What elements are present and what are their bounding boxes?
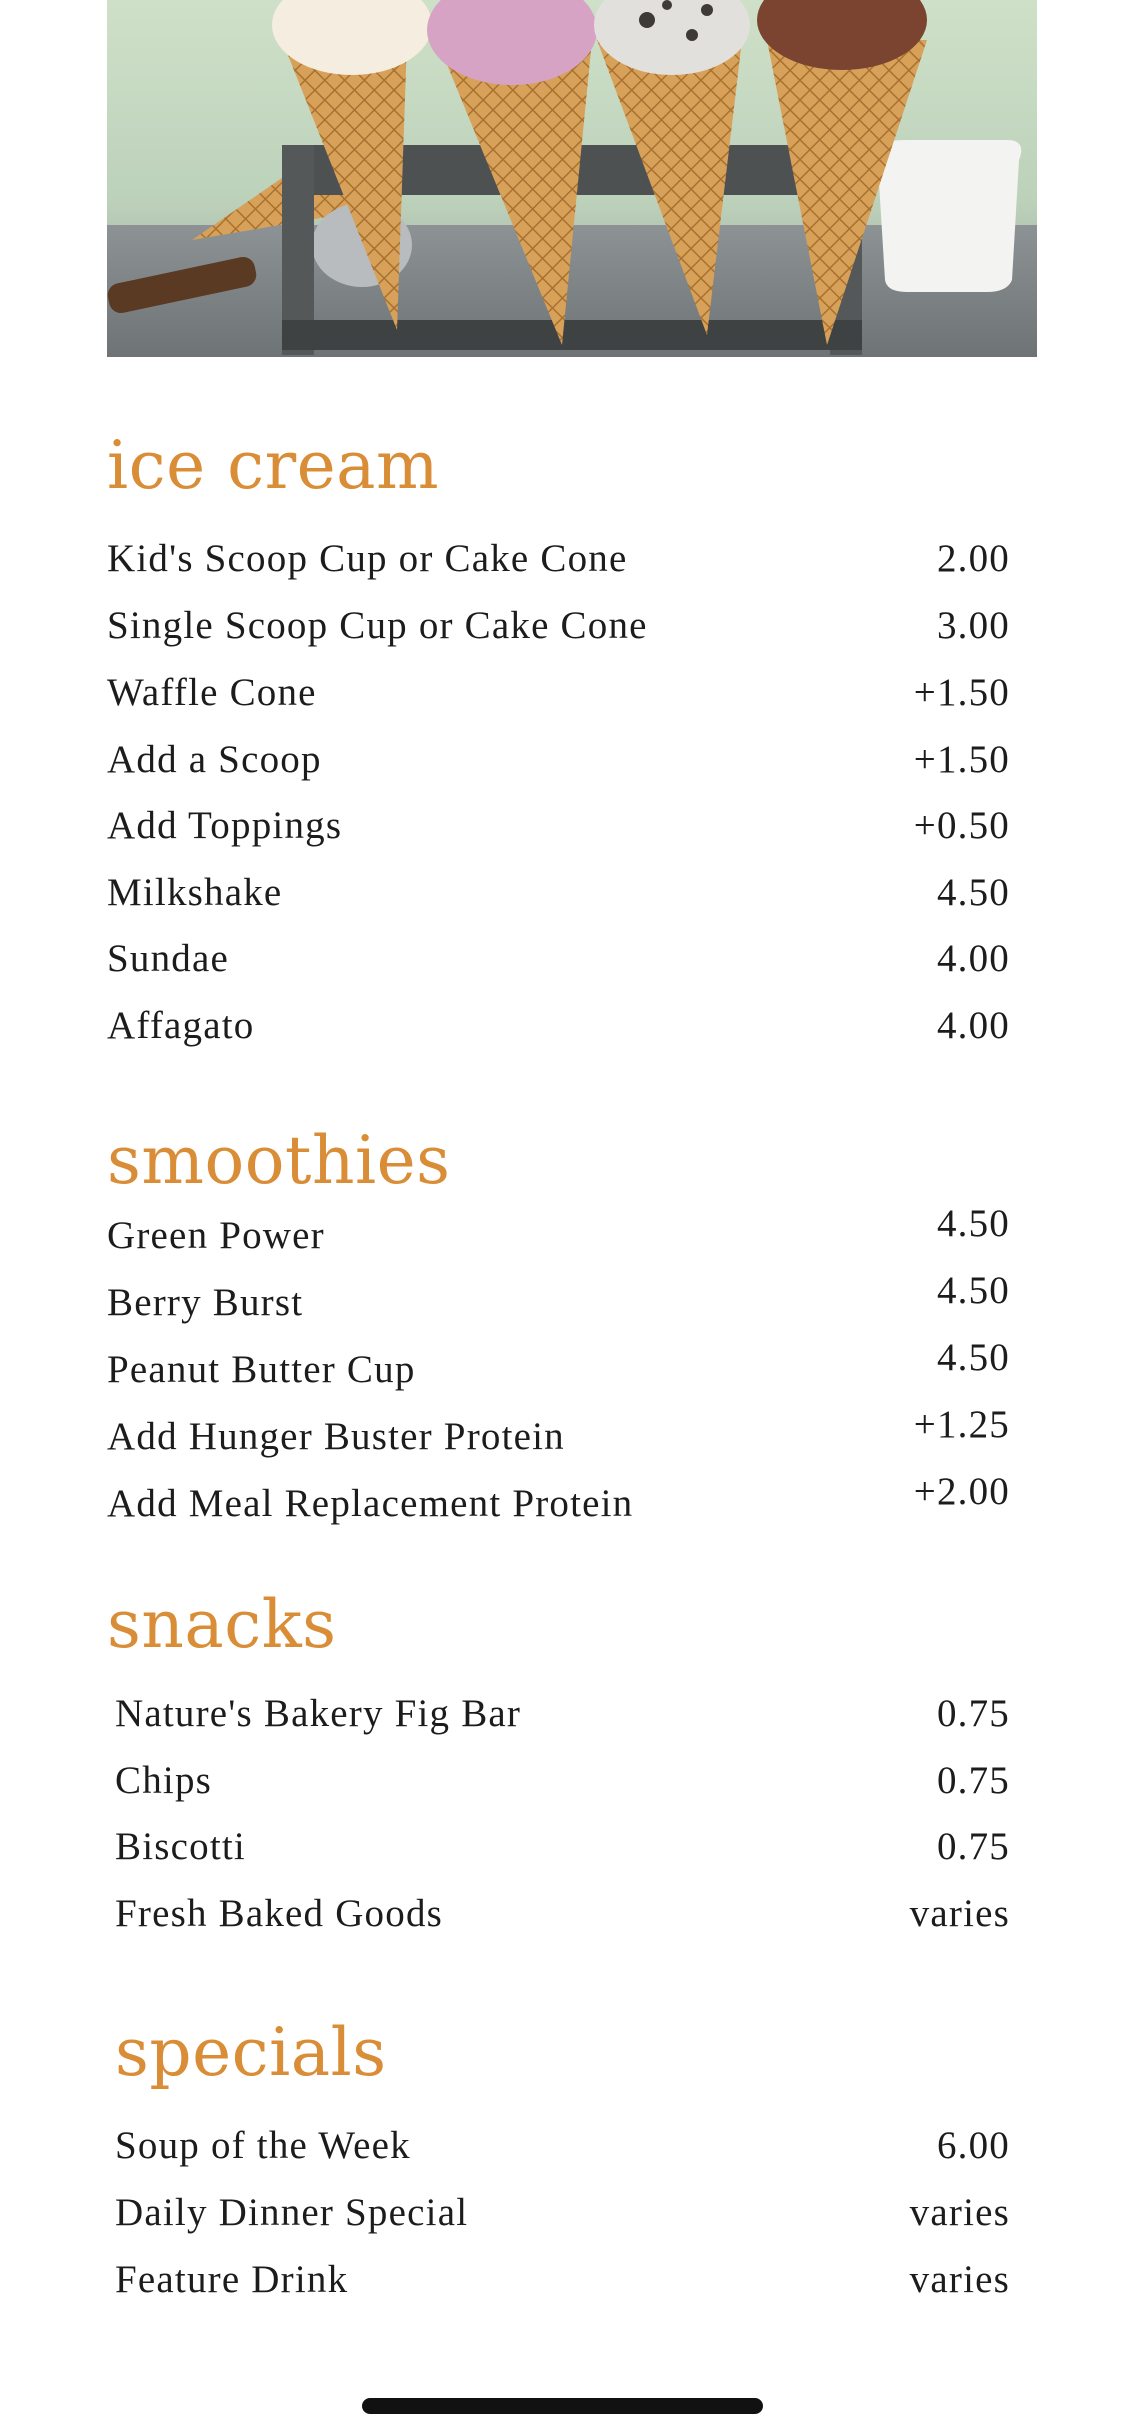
menu-item <box>107 1335 1010 1394</box>
menu-item-price: +0.50 <box>913 803 1010 847</box>
menu-item <box>107 600 1010 650</box>
home-indicator[interactable] <box>362 2398 763 2414</box>
menu-item-name: Peanut Butter Cup <box>107 1347 416 1391</box>
menu-item <box>107 1402 1010 1461</box>
menu-item <box>107 800 1010 850</box>
menu-item <box>115 2120 1010 2170</box>
menu-item-price: 4.00 <box>936 1003 1010 1047</box>
menu-item <box>107 867 1010 917</box>
menu-item-name: Add Hunger Buster Protein <box>107 1414 565 1458</box>
menu-item-name: Single Scoop Cup or Cake Cone <box>107 603 648 647</box>
menu-item-price: 0.75 <box>936 1824 1010 1868</box>
ice-cream-cones-photo <box>107 0 1037 357</box>
menu-item-price: varies <box>909 2257 1010 2301</box>
menu-item-price: +1.25 <box>913 1402 1010 1446</box>
menu-item-price: 3.00 <box>936 603 1010 647</box>
menu-item <box>115 1821 1010 1871</box>
menu-item <box>115 2187 1010 2237</box>
menu-item-name: Sundae <box>107 936 230 980</box>
menu-item-name: Affagato <box>107 1003 255 1047</box>
menu-item-price: +1.50 <box>913 737 1010 781</box>
menu-item-name: Waffle Cone <box>107 670 317 714</box>
menu-item <box>107 734 1010 784</box>
menu-item-name: Berry Burst <box>107 1280 304 1324</box>
menu-item-name: Chips <box>115 1758 213 1802</box>
menu-item-price: 4.00 <box>936 936 1010 980</box>
hero-image <box>107 0 1037 357</box>
menu-item-name: Nature's Bakery Fig Bar <box>115 1691 522 1735</box>
section-title-specials: specials <box>115 2014 387 2091</box>
menu-item-name: Add Meal Replacement Protein <box>107 1481 634 1525</box>
section-title-smoothies: smoothies <box>107 1122 451 1199</box>
menu-item <box>115 1688 1010 1738</box>
menu-item-price: 2.00 <box>936 536 1010 580</box>
menu-item-price: 4.50 <box>936 1335 1010 1379</box>
menu-item-price: +1.50 <box>913 670 1010 714</box>
menu-item <box>115 1755 1010 1805</box>
menu-item <box>115 1888 1010 1938</box>
section-title-ice-cream: ice cream <box>107 427 440 504</box>
menu-item-name: Feature Drink <box>115 2257 349 2301</box>
menu-item <box>107 1268 1010 1327</box>
menu-item-price: 4.50 <box>936 1268 1010 1312</box>
menu-item <box>107 533 1010 583</box>
menu-item <box>115 2254 1010 2304</box>
menu-item <box>107 1469 1010 1528</box>
menu-item-name: Add a Scoop <box>107 737 322 781</box>
menu-item-price: varies <box>909 2190 1010 2234</box>
menu-item-price: varies <box>909 1891 1010 1935</box>
menu-item-price: 0.75 <box>936 1691 1010 1735</box>
section-title-snacks: snacks <box>107 1586 337 1663</box>
menu-item <box>107 1201 1010 1260</box>
menu-item-name: Kid's Scoop Cup or Cake Cone <box>107 536 628 580</box>
menu-item <box>107 933 1010 983</box>
menu-item-price: 4.50 <box>936 870 1010 914</box>
menu-item-name: Milkshake <box>107 870 283 914</box>
menu-item-name: Add Toppings <box>107 803 343 847</box>
menu-item-name: Daily Dinner Special <box>115 2190 469 2234</box>
menu-item-name: Fresh Baked Goods <box>115 1891 444 1935</box>
menu-item-name: Biscotti <box>115 1824 246 1868</box>
menu-item-price: 6.00 <box>936 2123 1010 2167</box>
menu-item <box>107 667 1010 717</box>
menu-item-price: +2.00 <box>913 1469 1010 1513</box>
menu-item-price: 4.50 <box>936 1201 1010 1245</box>
menu-item-price: 0.75 <box>936 1758 1010 1802</box>
menu-item <box>107 1000 1010 1050</box>
menu-item-name: Soup of the Week <box>115 2123 411 2167</box>
menu-item-name: Green Power <box>107 1213 325 1257</box>
